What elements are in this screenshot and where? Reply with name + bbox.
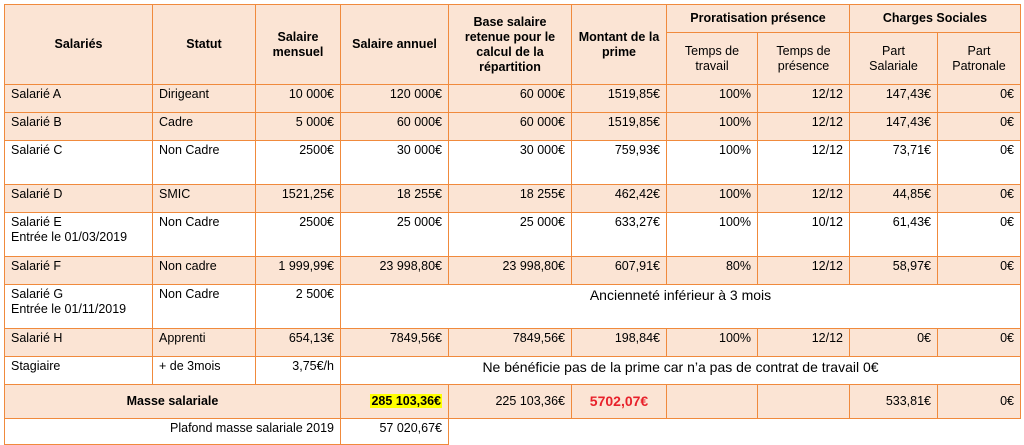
- cell-name-line1: Salarié E: [11, 215, 62, 229]
- cell-statut: Apprenti: [153, 329, 256, 357]
- cell-name: Stagiaire: [5, 357, 153, 385]
- cell-temps-presence: 12/12: [758, 113, 850, 141]
- cell-prime: 1519,85€: [572, 85, 667, 113]
- header-part-patronale: Part Patronale: [938, 33, 1021, 85]
- table-row: [5, 257, 1021, 285]
- cell-statut: Non cadre: [153, 257, 256, 285]
- cell-statut: + de 3mois: [153, 357, 256, 385]
- cell-part-patronale: 0€: [938, 85, 1021, 113]
- cell-name: [5, 285, 153, 329]
- cell-name: Salarié C: [5, 141, 153, 185]
- header-salaries: Salariés: [5, 5, 153, 85]
- cell-base: 25 000€: [449, 213, 572, 257]
- cell-mensuel: 2 500€: [256, 285, 341, 329]
- cell-name: [5, 213, 153, 257]
- cell-annuel: 30 000€: [341, 141, 449, 185]
- cell-part-salariale: 147,43€: [850, 113, 938, 141]
- cell-part-salariale: 58,97€: [850, 257, 938, 285]
- cell-name-line1: Salarié G: [11, 287, 64, 301]
- cell-name-line2: Entrée le 01/11/2019: [11, 302, 127, 316]
- cell-prime: 1519,85€: [572, 113, 667, 141]
- cell-mensuel: 654,13€: [256, 329, 341, 357]
- cell-part-patronale: 0€: [938, 257, 1021, 285]
- table-row: [5, 185, 1021, 213]
- plafond-row: [5, 419, 1021, 445]
- cell-part-salariale: 0€: [850, 329, 938, 357]
- masse-salariale-base: 225 103,36€: [449, 385, 572, 419]
- cell-part-patronale: 0€: [938, 113, 1021, 141]
- prime-repartition-table: [4, 4, 1021, 445]
- cell-temps-travail: 100%: [667, 329, 758, 357]
- header-statut: Statut: [153, 5, 256, 85]
- header-row: [5, 5, 1021, 33]
- prime-total-value: 5702,07€: [589, 393, 649, 409]
- header-montant-prime: Montant de la prime: [572, 5, 667, 85]
- masse-salariale-part-patronale: 0€: [938, 385, 1021, 419]
- header-base-salaire: Base salaire retenue pour le calcul de la répartition: [449, 5, 572, 85]
- cell-name: Salarié B: [5, 113, 153, 141]
- masse-salariale-prime: [572, 385, 667, 419]
- cell-mensuel: 1521,25€: [256, 185, 341, 213]
- cell-base: 30 000€: [449, 141, 572, 185]
- cell-part-patronale: 0€: [938, 141, 1021, 185]
- cell-annuel: 60 000€: [341, 113, 449, 141]
- cell-prime: 198,84€: [572, 329, 667, 357]
- header-salaire-annuel: Salaire annuel: [341, 5, 449, 85]
- cell-base: 18 255€: [449, 185, 572, 213]
- cell-note-anciennete: Ancienneté inférieur à 3 mois: [341, 285, 1021, 329]
- cell-part-patronale: 0€: [938, 185, 1021, 213]
- masse-salariale-highlight: 285 103,36€: [371, 394, 441, 408]
- cell-temps-travail: 100%: [667, 213, 758, 257]
- cell-temps-travail: 100%: [667, 185, 758, 213]
- empty-cell: [758, 385, 850, 419]
- cell-mensuel: 10 000€: [256, 85, 341, 113]
- table-row: [5, 329, 1021, 357]
- plafond-label: Plafond masse salariale 2019: [5, 419, 341, 445]
- totals-row: [5, 385, 1021, 419]
- cell-part-patronale: 0€: [938, 213, 1021, 257]
- cell-mensuel: 2500€: [256, 213, 341, 257]
- cell-prime: 607,91€: [572, 257, 667, 285]
- table-row: [5, 213, 1021, 257]
- cell-temps-presence: 12/12: [758, 185, 850, 213]
- cell-part-salariale: 44,85€: [850, 185, 938, 213]
- table-row: [5, 85, 1021, 113]
- cell-part-salariale: 147,43€: [850, 85, 938, 113]
- cell-note-stagiaire: Ne bénéficie pas de la prime car n’a pas de contrat de travail 0€: [341, 357, 1021, 385]
- cell-mensuel: 2500€: [256, 141, 341, 185]
- cell-annuel: 18 255€: [341, 185, 449, 213]
- cell-name: Salarié D: [5, 185, 153, 213]
- cell-base: 23 998,80€: [449, 257, 572, 285]
- cell-name: Salarié A: [5, 85, 153, 113]
- cell-prime: 462,42€: [572, 185, 667, 213]
- cell-annuel: 120 000€: [341, 85, 449, 113]
- cell-statut: Non Cadre: [153, 285, 256, 329]
- table-row: [5, 285, 1021, 329]
- cell-statut: Non Cadre: [153, 213, 256, 257]
- cell-annuel: 7849,56€: [341, 329, 449, 357]
- cell-base: 60 000€: [449, 113, 572, 141]
- cell-mensuel: 3,75€/h: [256, 357, 341, 385]
- cell-temps-travail: 100%: [667, 85, 758, 113]
- empty-cell: [667, 385, 758, 419]
- masse-salariale-annuel: [341, 385, 449, 419]
- cell-name-line2: Entrée le 01/03/2019: [11, 230, 128, 244]
- cell-name: Salarié F: [5, 257, 153, 285]
- cell-prime: 759,93€: [572, 141, 667, 185]
- header-salaire-mensuel: Salaire mensuel: [256, 5, 341, 85]
- cell-temps-presence: 12/12: [758, 257, 850, 285]
- cell-mensuel: 1 999,99€: [256, 257, 341, 285]
- cell-part-salariale: 73,71€: [850, 141, 938, 185]
- table-row: [5, 141, 1021, 185]
- cell-annuel: 23 998,80€: [341, 257, 449, 285]
- cell-temps-presence: 12/12: [758, 85, 850, 113]
- cell-base: 60 000€: [449, 85, 572, 113]
- cell-statut: Dirigeant: [153, 85, 256, 113]
- cell-part-salariale: 61,43€: [850, 213, 938, 257]
- cell-temps-travail: 80%: [667, 257, 758, 285]
- masse-salariale-part-salariale: 533,81€: [850, 385, 938, 419]
- header-part-salariale: Part Salariale: [850, 33, 938, 85]
- table-row: [5, 357, 1021, 385]
- cell-base: 7849,56€: [449, 329, 572, 357]
- header-charges-sociales: Charges Sociales: [850, 5, 1021, 33]
- cell-prime: 633,27€: [572, 213, 667, 257]
- cell-temps-presence: 10/12: [758, 213, 850, 257]
- cell-name: Salarié H: [5, 329, 153, 357]
- header-temps-travail: Temps de travail: [667, 33, 758, 85]
- blank-area: [449, 419, 1021, 445]
- plafond-value: 57 020,67€: [341, 419, 449, 445]
- cell-mensuel: 5 000€: [256, 113, 341, 141]
- masse-salariale-label: Masse salariale: [5, 385, 341, 419]
- table-row: [5, 113, 1021, 141]
- cell-statut: SMIC: [153, 185, 256, 213]
- cell-temps-presence: 12/12: [758, 329, 850, 357]
- header-temps-presence: Temps de présence: [758, 33, 850, 85]
- header-proratisation: Proratisation présence: [667, 5, 850, 33]
- cell-temps-travail: 100%: [667, 113, 758, 141]
- cell-statut: Non Cadre: [153, 141, 256, 185]
- cell-temps-travail: 100%: [667, 141, 758, 185]
- cell-temps-presence: 12/12: [758, 141, 850, 185]
- cell-annuel: 25 000€: [341, 213, 449, 257]
- cell-part-patronale: 0€: [938, 329, 1021, 357]
- cell-statut: Cadre: [153, 113, 256, 141]
